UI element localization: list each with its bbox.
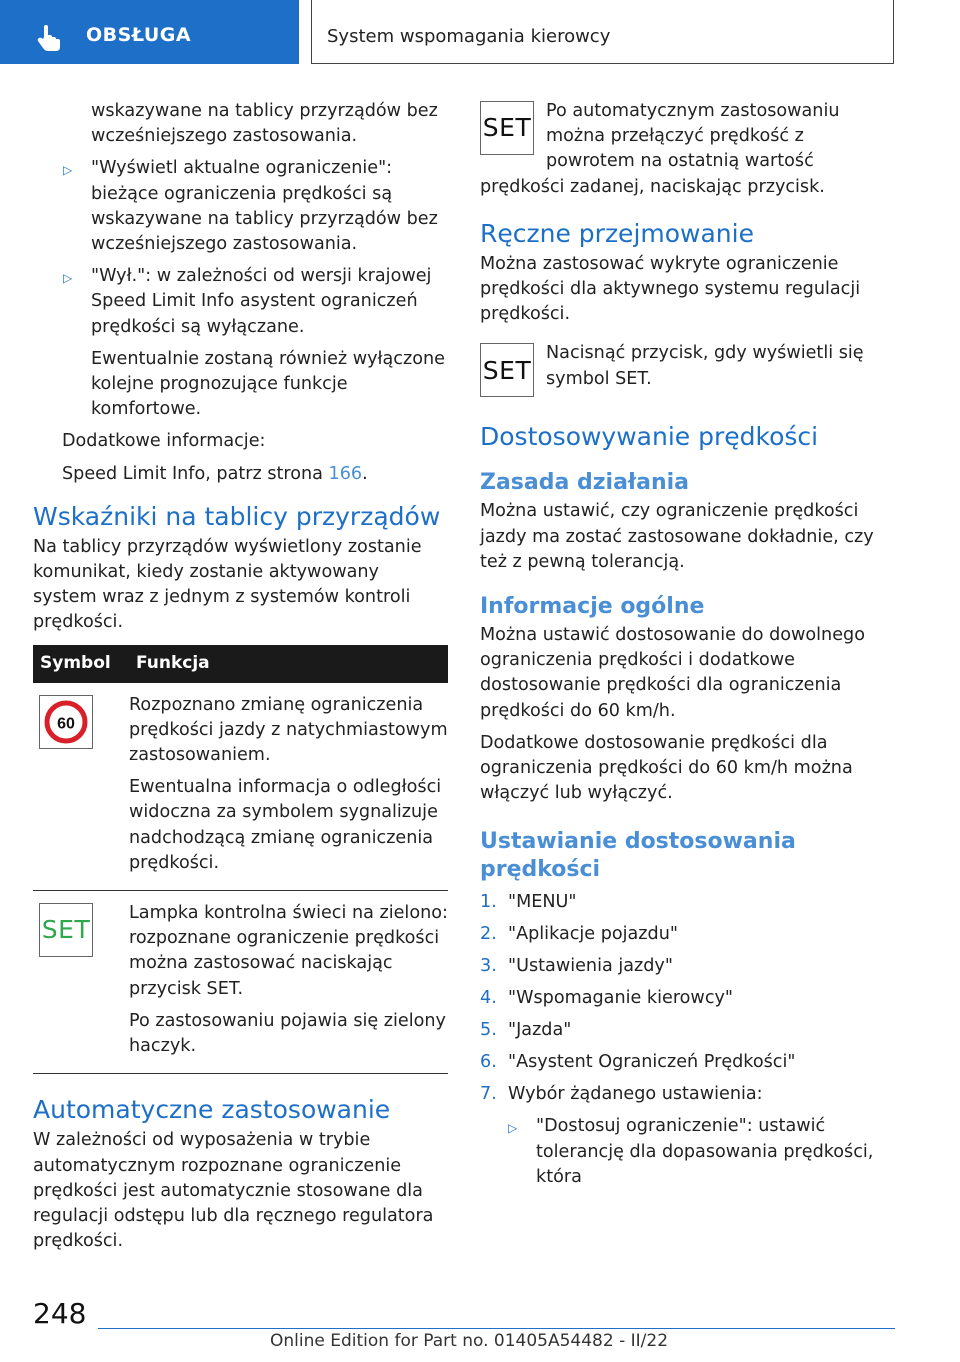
set-button-icon: SET xyxy=(480,101,534,155)
right-column xyxy=(480,99,895,1190)
section-label: System wspomagania kierowcy xyxy=(327,26,611,47)
set2-paragraph: Nacisnąć przycisk, gdy wyświetli się symbol SET. xyxy=(546,343,864,389)
continued-paragraph: wskazywane na tablicy przyrządów bez wcześniejszego zastosowania. xyxy=(91,101,438,147)
set-block-2 xyxy=(480,341,895,401)
speed-limit-sign-icon xyxy=(39,695,93,749)
ref-dot: . xyxy=(362,463,368,484)
triangle-bullet-icon: ▷ xyxy=(63,271,73,286)
principle-paragraph: Można ustawić, czy ograniczenie prędkości jazdy ma zostać zastosowane dokładnie, czy też z pewną tolerancją. xyxy=(480,501,874,572)
step-number: 2. xyxy=(480,924,497,945)
function-cell xyxy=(129,683,448,891)
chapter-label: OBSŁUGA xyxy=(86,24,192,46)
table-row xyxy=(33,683,448,891)
general-paragraph-2: Dodatkowe dostosowanie prędkości dla ograniczenia prędkości do 60 km/h można włączyć lub wyłączyć. xyxy=(480,732,853,804)
triangle-bullet-icon: ▷ xyxy=(508,1121,518,1136)
step-text: "Aplikacje pojazdu" xyxy=(508,924,678,945)
symbol-table xyxy=(33,645,448,1075)
col-symbol: Symbol xyxy=(33,645,129,683)
bullet-text: "Wyświetl aktualne ograniczenie": bieżące ograniczenia prędkości są wskazywane na tablicy przyrządów bez wcześniejszego zastosowania. xyxy=(91,158,438,255)
general-paragraph-1: Można ustawić dostosowanie do dowolnego ograniczenia prędkości i dodatkowe dostosowanie prędkości dla ograniczenia prędkości do 60 km/h. xyxy=(480,625,865,721)
step-text: Wybór żądanego ustawienia: xyxy=(508,1084,763,1105)
step-number: 4. xyxy=(480,988,497,1009)
footer-divider xyxy=(98,1328,895,1329)
heading-indicators: Wskaźniki na tablicy przyrządów xyxy=(33,501,441,531)
hand-pointer-icon xyxy=(34,23,64,53)
bullet-off-text: "Wył.": w zależności od wersji krajowej Speed Limit Info asystent ograniczeń prędkości są wyłączane. xyxy=(91,266,432,337)
extra-info-label: Dodatkowe informacje: xyxy=(62,431,266,452)
row1-text1: Rozpoznano zmianę ograniczenia prędkości jazdy z natychmiastowym zastosowaniem. xyxy=(129,694,448,766)
symbol-cell xyxy=(33,891,129,1074)
list-item xyxy=(480,1082,895,1107)
page-link[interactable]: 166 xyxy=(328,463,363,484)
indicators-paragraph: Na tablicy przyrządów wyświetlony zostanie komunikat, kiedy zostanie aktywowany system wraz z jednym z systemów kontroli prędkości. xyxy=(33,536,422,633)
page-header xyxy=(0,0,960,66)
symbol-cell xyxy=(33,683,129,891)
speed-limit-value: 60 xyxy=(57,715,75,733)
col-function: Funkcja xyxy=(129,645,448,683)
heading-principle: Zasada działania xyxy=(480,470,689,496)
row2-text1: Lampka kontrolna świeci na zielono: rozpoznane ograniczenie prędkości można zastosować naciskając przycisk SET. xyxy=(129,903,448,999)
set-button-icon: SET xyxy=(480,343,534,397)
heading-general: Informacje ogólne xyxy=(480,594,705,620)
step-number: 5. xyxy=(480,1020,497,1041)
bullet-text xyxy=(91,264,448,422)
speed-limit-reference xyxy=(33,462,448,487)
step-number: 7. xyxy=(480,1084,497,1105)
step-text: "Wspomaganie kierowcy" xyxy=(508,988,733,1009)
step-text: "Ustawienia jazdy" xyxy=(508,956,673,977)
steps-list xyxy=(480,890,895,1107)
list-item xyxy=(480,1050,895,1075)
set-green-icon: SET xyxy=(39,903,93,957)
set-block-1 xyxy=(480,99,895,200)
left-column xyxy=(33,99,448,1254)
row1-text2: Ewentualna informacja o odległości widoczna za symbolem sygnalizuje nadchodzącą zmianę ograniczenia prędkości. xyxy=(129,777,442,873)
list-item xyxy=(480,1018,895,1043)
chapter-tab xyxy=(0,0,299,64)
triangle-bullet-icon: ▷ xyxy=(63,163,73,178)
bullet-off xyxy=(33,264,448,422)
set1-paragraph: Po automatycznym zastosowaniu można przełączyć prędkość z powrotem na ostatnią wartość prędkości zadanej, naciskając przycisk. xyxy=(480,101,840,197)
bullet-off-extra: Ewentualnie zostaną również wyłączone kolejne prognozujące funkcje komfortowe. xyxy=(91,348,445,420)
function-cell xyxy=(129,891,448,1074)
heading-manual: Ręczne przejmowanie xyxy=(480,218,754,248)
step-number: 6. xyxy=(480,1052,497,1073)
list-item xyxy=(480,922,895,947)
sub-bullet-text: "Dostosuj ograniczenie": ustawić tolerancję dla dopasowania prędkości, która xyxy=(536,1116,874,1187)
section-tab xyxy=(311,0,894,64)
list-item xyxy=(480,890,895,915)
heading-auto: Automatyczne zastosowanie xyxy=(33,1095,391,1125)
manual-paragraph: Można zastosować wykryte ograniczenie prędkości dla aktywnego systemu regulacji prędkości. xyxy=(480,253,861,325)
step-text: "Jazda" xyxy=(508,1020,572,1041)
page-number: 248 xyxy=(33,1297,87,1330)
heading-adjust: Dostosowywanie prędkości xyxy=(480,422,819,452)
list-item xyxy=(480,986,895,1011)
row2-text2: Po zastosowaniu pojawia się zielony haczyk. xyxy=(129,1010,446,1057)
step-number: 1. xyxy=(480,892,497,913)
auto-paragraph: W zależności od wyposażenia w trybie automatycznym rozpoznane ograniczenie prędkości jest automatycznie stosowane dla regulacji odstępu lub dla ręcznego regulatora prędkości. xyxy=(33,1130,434,1252)
step-text: "Asystent Ograniczeń Prędkości" xyxy=(508,1052,796,1073)
heading-setting: Ustawianie dostosowania prędkości xyxy=(480,829,796,883)
table-row xyxy=(33,891,448,1074)
list-item xyxy=(480,954,895,979)
footer-edition: Online Edition for Part no. 01405A54482 - II/22 xyxy=(270,1331,669,1351)
bullet-show-current xyxy=(33,156,448,257)
step-text: "MENU" xyxy=(508,892,577,913)
step-number: 3. xyxy=(480,956,497,977)
sub-bullet xyxy=(480,1114,895,1190)
ref-text: Speed Limit Info, patrz strona xyxy=(62,463,329,484)
